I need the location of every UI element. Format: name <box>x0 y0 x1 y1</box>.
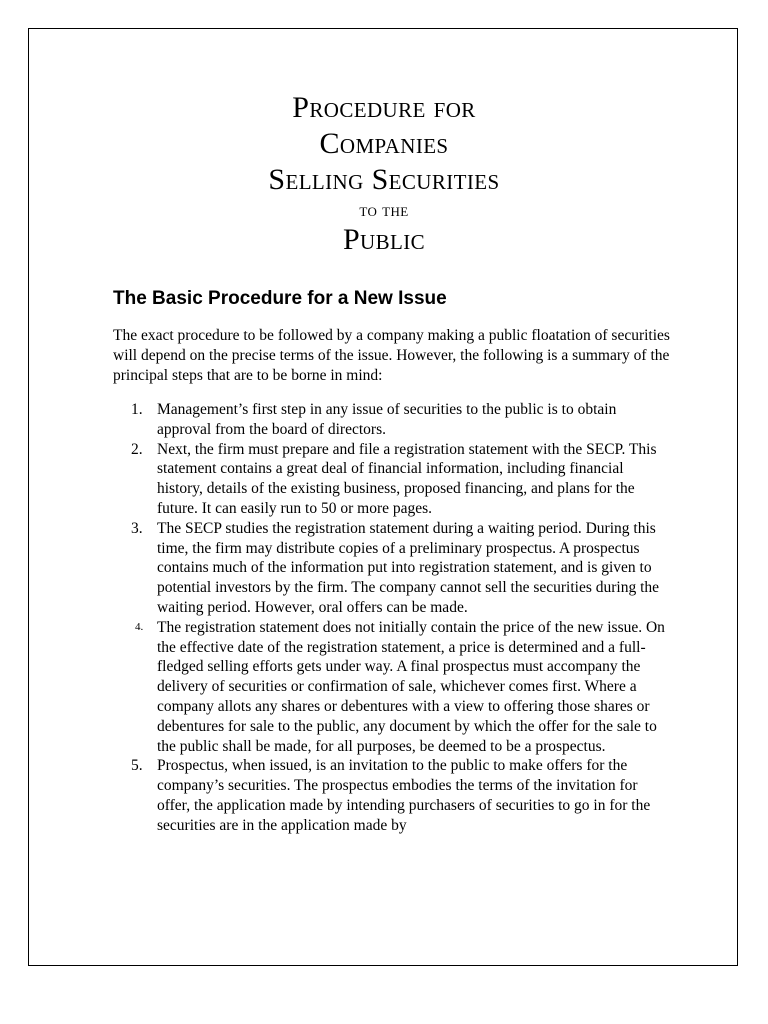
step-text: The SECP studies the registration statement during a waiting period. During this time, the firm may distribute copies of a preliminary prospectus. A prospectus contains much of the information put into registration statement, and is given to potential investors by the firm. The company cannot sell the securities during the waiting period. However, oral offers can be made. <box>157 519 660 616</box>
list-item <box>113 618 673 757</box>
document-title <box>0 90 768 258</box>
step-text: Management’s first step in any issue of securities to the public is to obtain approval from the board of directors. <box>157 401 617 438</box>
title-line-1: Procedure for <box>292 91 476 124</box>
step-text: The registration statement does not initially contain the price of the new issue. On the effective date of the registration statement, a price is determined and a full-fledged selling efforts gets under way. A final prospectus must accompany the delivery of securities or confirmation of sale, whichever comes first. Where a company allots any shares or debentures with a view to offering those shares or debentures for sale to the public, any document by which the offer for the sale to the public shall be made, for all purposes, be deemed to be a prospectus. <box>157 618 665 755</box>
list-item <box>113 440 673 519</box>
list-item <box>113 519 673 618</box>
title-line-5: Public <box>342 223 426 256</box>
intro-paragraph: The exact procedure to be followed by a company making a public floatation of securities will depend on the precise terms of the issue. However, the following is a summary of the principal steps that are to be borne in mind: <box>113 327 670 384</box>
title-line-3: Selling Securities <box>268 163 500 196</box>
step-text: Next, the firm must prepare and file a registration statement with the SECP. This statement contains a great deal of financial information, including financial history, details of the existing business, proposed financing, and plans for the future. It can easily run to 50 or more pages. <box>157 440 657 517</box>
steps-list <box>113 400 673 836</box>
title-line-2: Companies <box>319 127 449 160</box>
step-number: 2. <box>131 440 143 458</box>
list-item <box>113 400 673 440</box>
step-number: 3. <box>131 519 143 537</box>
step-number: 1. <box>131 401 143 418</box>
list-item <box>113 756 673 835</box>
title-line-4: to the <box>359 200 409 220</box>
step-text: Prospectus, when issued, is an invitation to the public to make offers for the company’s securities. The prospectus embodies the terms of the invitation for offer, the application made by intending purchasers of securities to go in for the securities are in the application made by <box>157 757 651 834</box>
step-number: 5. <box>131 757 143 775</box>
section-heading: The Basic Procedure for a New Issue <box>113 288 447 309</box>
step-number: 4. <box>135 620 144 633</box>
